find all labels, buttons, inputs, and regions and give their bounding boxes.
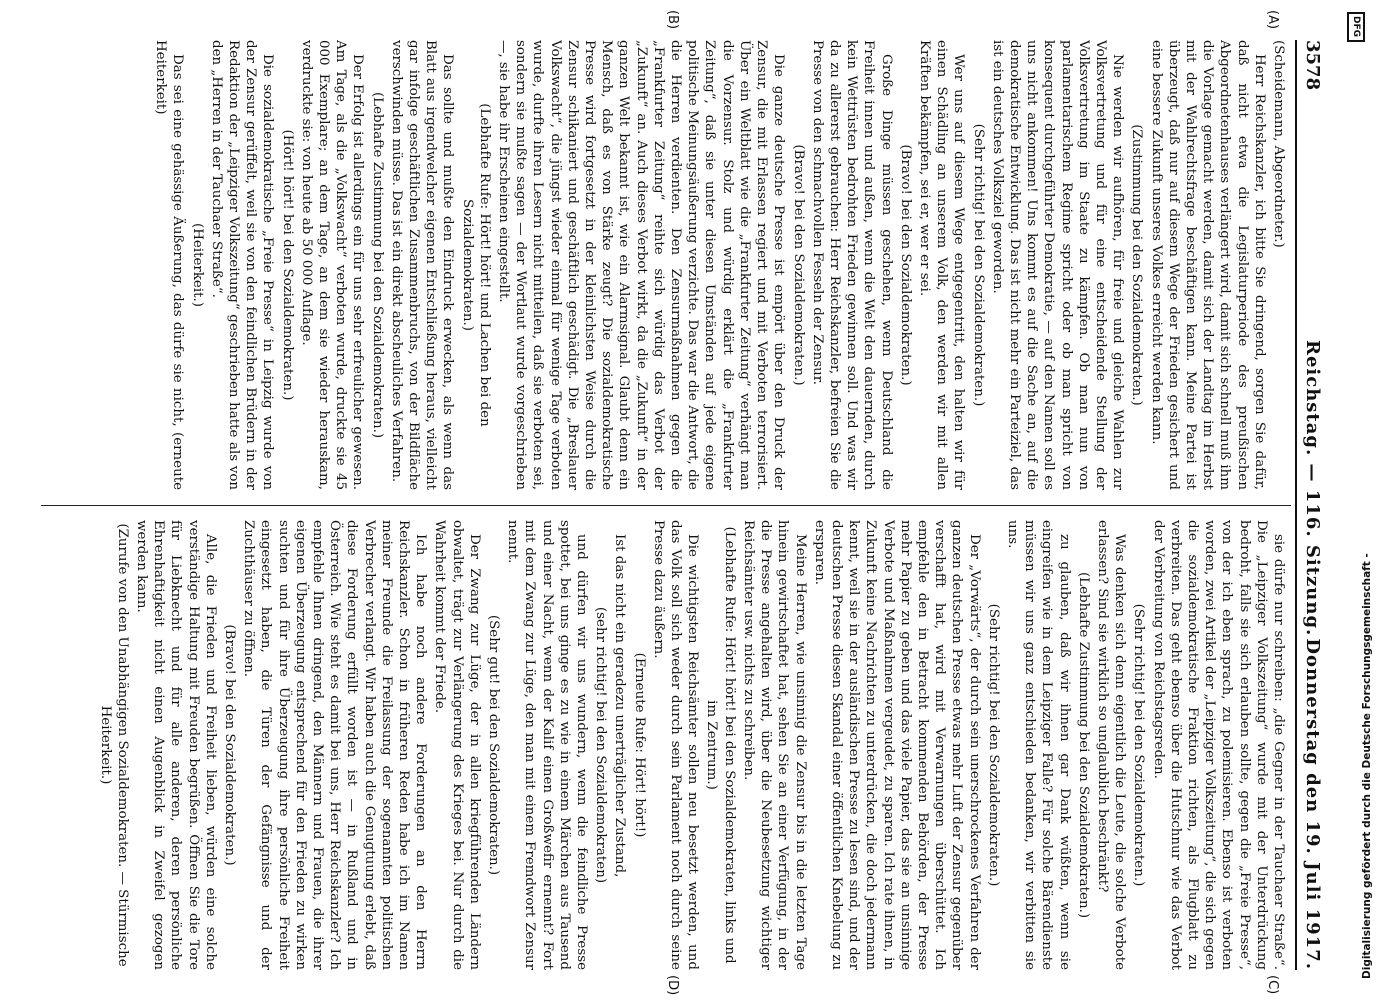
- paragraph: (Sehr richtig! bei den Sozialdemokraten.): [985, 603, 1001, 887]
- paragraph: Herr Reichskanzler, ich bitte Sie dringend, sorgen Sie dafür, daß nicht etwa die Legislaturperiode des preußischen Abgeordnetenhauses verlängert wird, damit sich schnell muß ihm die Vorlage gemacht werden, damit sich der Landtag im Herbst mit der Wahlrechtsfrage beschäftigen kann. Meine Partei ist überzeugt, daß nur auf diesem Wege der Frieden gesichert und eine bessere Zukunft unseres Volkes erreicht werden kann.: [1148, 40, 1267, 490]
- paragraph: (Erneute Rufe: Hört! hört!): [631, 652, 647, 838]
- page-number: 3578: [1302, 40, 1323, 91]
- paragraph: Der Erfolg ist allerdings ein für uns sehr erfreulicher gewesen. Am Tage, als die „Volkswacht“ verboten wurde, druckte sie 45 000 Exemplare; an dem Tage, an dem sie wieder herauskam, verdruckte sie: von heute ab 50 000 Auflage.: [298, 40, 366, 490]
- paragraph: (Lebhafte Rufe: Hört! hört! bei den Sozialdemokraten, links und im Zentrum.): [704, 526, 737, 964]
- paragraph: (Bravo! bei den Sozialdemokraten.): [897, 144, 913, 386]
- paragraph: Die sozialdemokratische „Freie Presse“ in Leipzig wurde von der Zensur gerüffelt, weil sie von den feindlichen Brüdern in der Redaktion der „Leipziger Volkszeitung“ geschrieben hatte als von den „Herren in der Tauchaer Straße“.: [208, 40, 276, 490]
- rotated-page: [35, 10, 1325, 996]
- paragraph: (Zustimmung bei den Sozialdemokraten.): [1129, 124, 1145, 406]
- paragraph: sie dürfe nur schreiben: „die Gegner in der Tauchaer Straße“. Die „Leipziger Volkszeitung“ wurde mit der Unterdrückung bedroht, falls sie sich erlauben sollte, gegen die „Freie Presse“, von der ich eben sprach, zu polemisieren. Ebenso ist verboten worden, zwei Artikel der „Leipziger Volkszeitung“, die sich gegen die sozialdemokratische Fraktion richten, als Flugblatt zu verbreiten. Das geht ebenso über die Hutschnur wie das Verbot der Verbreitung von Reichstagsreden.: [1150, 520, 1286, 970]
- margin-mark-c: (C): [1265, 975, 1280, 995]
- paragraph: Die wichtigsten Reichsämter sollen neu besetzt werden, und das Volk soll sich weder durch sein Parlament noch durch seine Presse dazu äußern.: [650, 520, 701, 970]
- paragraph: Alle, die Frieden und Freiheit lieben, würden eine solche verständige Haltung mit Freuden begrüßen. Öffnen Sie die Tore für Liebknecht und für alle anderen, deren persönliche Ehrenhaftigkeit nicht einen Augenblick in Zweifel gezogen werden kann.: [134, 520, 218, 970]
- paragraph: (Sehr gut! bei den Sozialdemokraten.): [486, 614, 502, 876]
- dfg-logo: DFG: [1347, 12, 1365, 42]
- paragraph: (Sehr richtig! bei den Sozialdemokraten.): [970, 123, 986, 407]
- paragraph: zu glauben, daß wir ihnen gar Dank wüßten, wenn sie eingreifen wie in dem Leipziger Falle? Für solche Bärendienste müssen wir uns ganz entschieden bedanken, wir verbitten sie uns.: [1004, 520, 1072, 970]
- paragraph: Was denken sich denn eigentlich die Leute, die solche Verbote erlassen? Sind sie wirklich so unglaublich beschränkt?: [1094, 520, 1128, 970]
- session-title: Reichstag. — 116. Sitzung.: [1302, 340, 1323, 637]
- margin-mark-b: (B): [665, 10, 680, 30]
- paragraph: (Lebhafte Zustimmung bei den Sozialdemokraten.): [1075, 571, 1091, 919]
- paragraph: Das sollte und mußte den Eindruck erwecken, als wenn das Blatt aus irgendwelcher eigenen Entschließung heraus, vielleicht gar infolge geschäftlichen Zusammenbruchs, von der Bildfläche verschwinden müsse. Das ist ein direkt abscheuliches Verfahren.: [388, 40, 456, 490]
- margin-mark-d: (D): [665, 975, 680, 996]
- paragraph: Ist das nicht ein geradezu unerträglicher Zustand,: [612, 534, 628, 878]
- paragraph: Wer uns auf diesem Wege entgegentritt, den halten wir für einen Schädling an unserem Volk, den werden wir mit allen Kräften bekämpfen, sei er, wer er sei.: [916, 40, 967, 490]
- paragraph: (Bravo! bei den Sozialdemokraten.): [222, 624, 238, 866]
- paragraph: (Heiterkeit.): [189, 223, 205, 307]
- paragraph: (Lebhafte Zustimmung bei den Sozialdemokraten.): [369, 91, 385, 439]
- left-column: [47, 40, 1287, 490]
- paragraph: (Lebhafte Rufe: Hört! hört! und Lachen bei den Sozialdemokraten.): [459, 103, 492, 427]
- paragraph: (sehr richtig! bei den Sozialdemokraten): [593, 606, 609, 884]
- paragraph: (Sehr richtig! bei den Sozialdemokraten.): [1131, 603, 1147, 887]
- paragraph: Nie werden wir aufhören, für freie und gleiche Wahlen zur Volksvertretung und für eine entscheidende Stellung der Volksvertretung im Staate zu kämpfen. Ob man nun von parlamentarischem Regime spricht oder ob man spricht von konsequent durchgeführter Demokratie, — auf den Namen soll es uns nicht ankommen! Uns kommt es auf die Sache an, auf die demokratische Entwicklung. Das ist nicht mehr ein Parteiziel, das ist ein deutsches Volksziel geworden.: [989, 40, 1126, 490]
- paragraph: Das sei eine gehässige Äußerung, das dürfe sie nicht, (erneute Heiterkeit): [153, 40, 186, 490]
- paragraph: (Hört! hört! bei den Sozialdemokraten.): [279, 129, 295, 401]
- session-date: Donnerstag den 19. Juli 1917.: [1302, 638, 1323, 970]
- paragraph: Der Zwang zur Lüge, der in allen kriegführenden Ländern obwaltet, trägt zur Verlängerung des Krieges bei. Nur durch die Wahrheit kommt der Friede.: [432, 520, 482, 970]
- digitization-note-text: Digitalisierung gefördert durch die Deutsche Forschungsgemeinschaft -: [1361, 553, 1373, 979]
- margin-mark-a: (A): [1265, 10, 1280, 30]
- paragraph: (Bravo! bei den Sozialdemokraten.): [790, 144, 806, 386]
- column-divider: [41, 505, 1291, 506]
- page-header: [1295, 40, 1325, 970]
- paragraph: Die ganze deutsche Presse ist empört über den Druck der Zensur, die mit Erlassen regiert und mit Verboten terrorisiert. Über ein Weltblatt wie die „Frankfurter Zeitung“ verhängt man die Vorzensur. Stolz und würdig erklärt die „Frankfurter Zeitung“, daß sie unter diesen Umständen auf jede eigene politische Meinungsäußerung verzichte. Das war die Antwort, die die Herren verdienten. Den Zensurmaßnahmen gegen die „Frankfurter Zeitung“ reihte sich würdig das Verbot der „Zukunft“ an. Auch dieses Verbot wirkt, da die „Zukunft“ in der ganzen Welt bekannt ist, wie ein Alarmsignal. Glaubt denn ein Mensch, daß es von Stärke zeugt? Die sozialdemokratische Presse wird fortgesetzt in der kleinlichsten Weise durch die Zensur schikaniert und geschäftlich geschädigt. Die „Breslauer Volkswacht“, die jüngst wieder einmal für wenige Tage verboten wurde, durfte ihren Lesern nicht mitteilen, daß sie verboten sei, sondern sie mußte sagen — der Wortlaut wurde vorgeschrieben —, sie habe ihr Erscheinen eingestellt.: [496, 40, 787, 490]
- digitization-note: [1347, 12, 1373, 992]
- paragraph: Der „Vorwärts“, der durch sein unerschrockenes Verfahren der ganzen deutschen Presse etwas mehr Luft der Zensur gegenüber verschafft hat, wird mit Verwarnungen überschüttet. Ich empfehle den in Betracht kommenden Behörden, der Presse mehr Papier zu geben und das viele Papier, das sie an unsinnige Verbote und Maßnahmen vergeudet, zu sparen. Ich rate ihnen, in Zukunft keine Nachrichten zu unterdrücken, die doch jedermann kennt, weil sie in der ausländischen Presse zu lesen sind, und der deutschen Presse diesen Skandal einer öffentlichen Knebelung zu ersparen.: [811, 520, 982, 970]
- paragraph: (Zurufe von den Unabhängigen Sozialdemokraten. — Stürmische Heiterkeit.): [97, 523, 130, 967]
- paragraph: und dürfen wir uns wundern, wenn die feindliche Presse spottet, bei uns ginge es zu wie in einem Märchen aus Tausend und einer Nacht, wenn der Kalif einen Großwefir ernennt? Fort mit dem Zwang zur Lüge, den man mit einem Fremdwort Zensur nennt.: [505, 520, 590, 970]
- paragraph: Ich habe noch andere Forderungen an den Herrn Reichskanzler. Schon in früheren Reden habe ich im Namen meiner Freunde die Freilassung der sogenannten politischen Verbrecher verlangt. Wir haben auch die Genugtuung erlebt, daß diese Forderung erfüllt worden ist — in Rußland und in Österreich. Wie steht es damit bei uns, Herr Reichskanzler? Ich empfehle Ihnen dringend, den Männern und Frauen, die ihrer eigenen Überzeugung entsprechend für den Frieden zu wirken suchten und für ihre Überzeugung ihre persönliche Freiheit eingesetzt haben, die Türen der Gefängnisse und der Zuchthäuser zu öffnen.: [241, 520, 429, 970]
- paragraph: (Scheidemann, Abgeordneter.): [1271, 40, 1286, 248]
- paragraph: Meine Herren, wie unsinnig die Zensur bis in die letzten Tage hinein gewirtschaftet hat, sehen Sie an einer Verfügung, in der die Presse angehalten wird, über die Neubesetzung wichtiger Reichsämter usw. nichts zu schreiben.: [740, 520, 808, 970]
- right-column: [47, 520, 1287, 970]
- paragraph: Große Dinge müssen geschehen, wenn Deutschland die Freiheit innen und außen, wenn die Welt den dauernden, durch kein Wettrüsten bedrohten Frieden gewinnen soll. Und was wir da zu allererst gebrauchen: Herr Reichskanzler, befreien Sie die Presse von den schmachvollen Fesseln der Zensur.: [809, 40, 894, 490]
